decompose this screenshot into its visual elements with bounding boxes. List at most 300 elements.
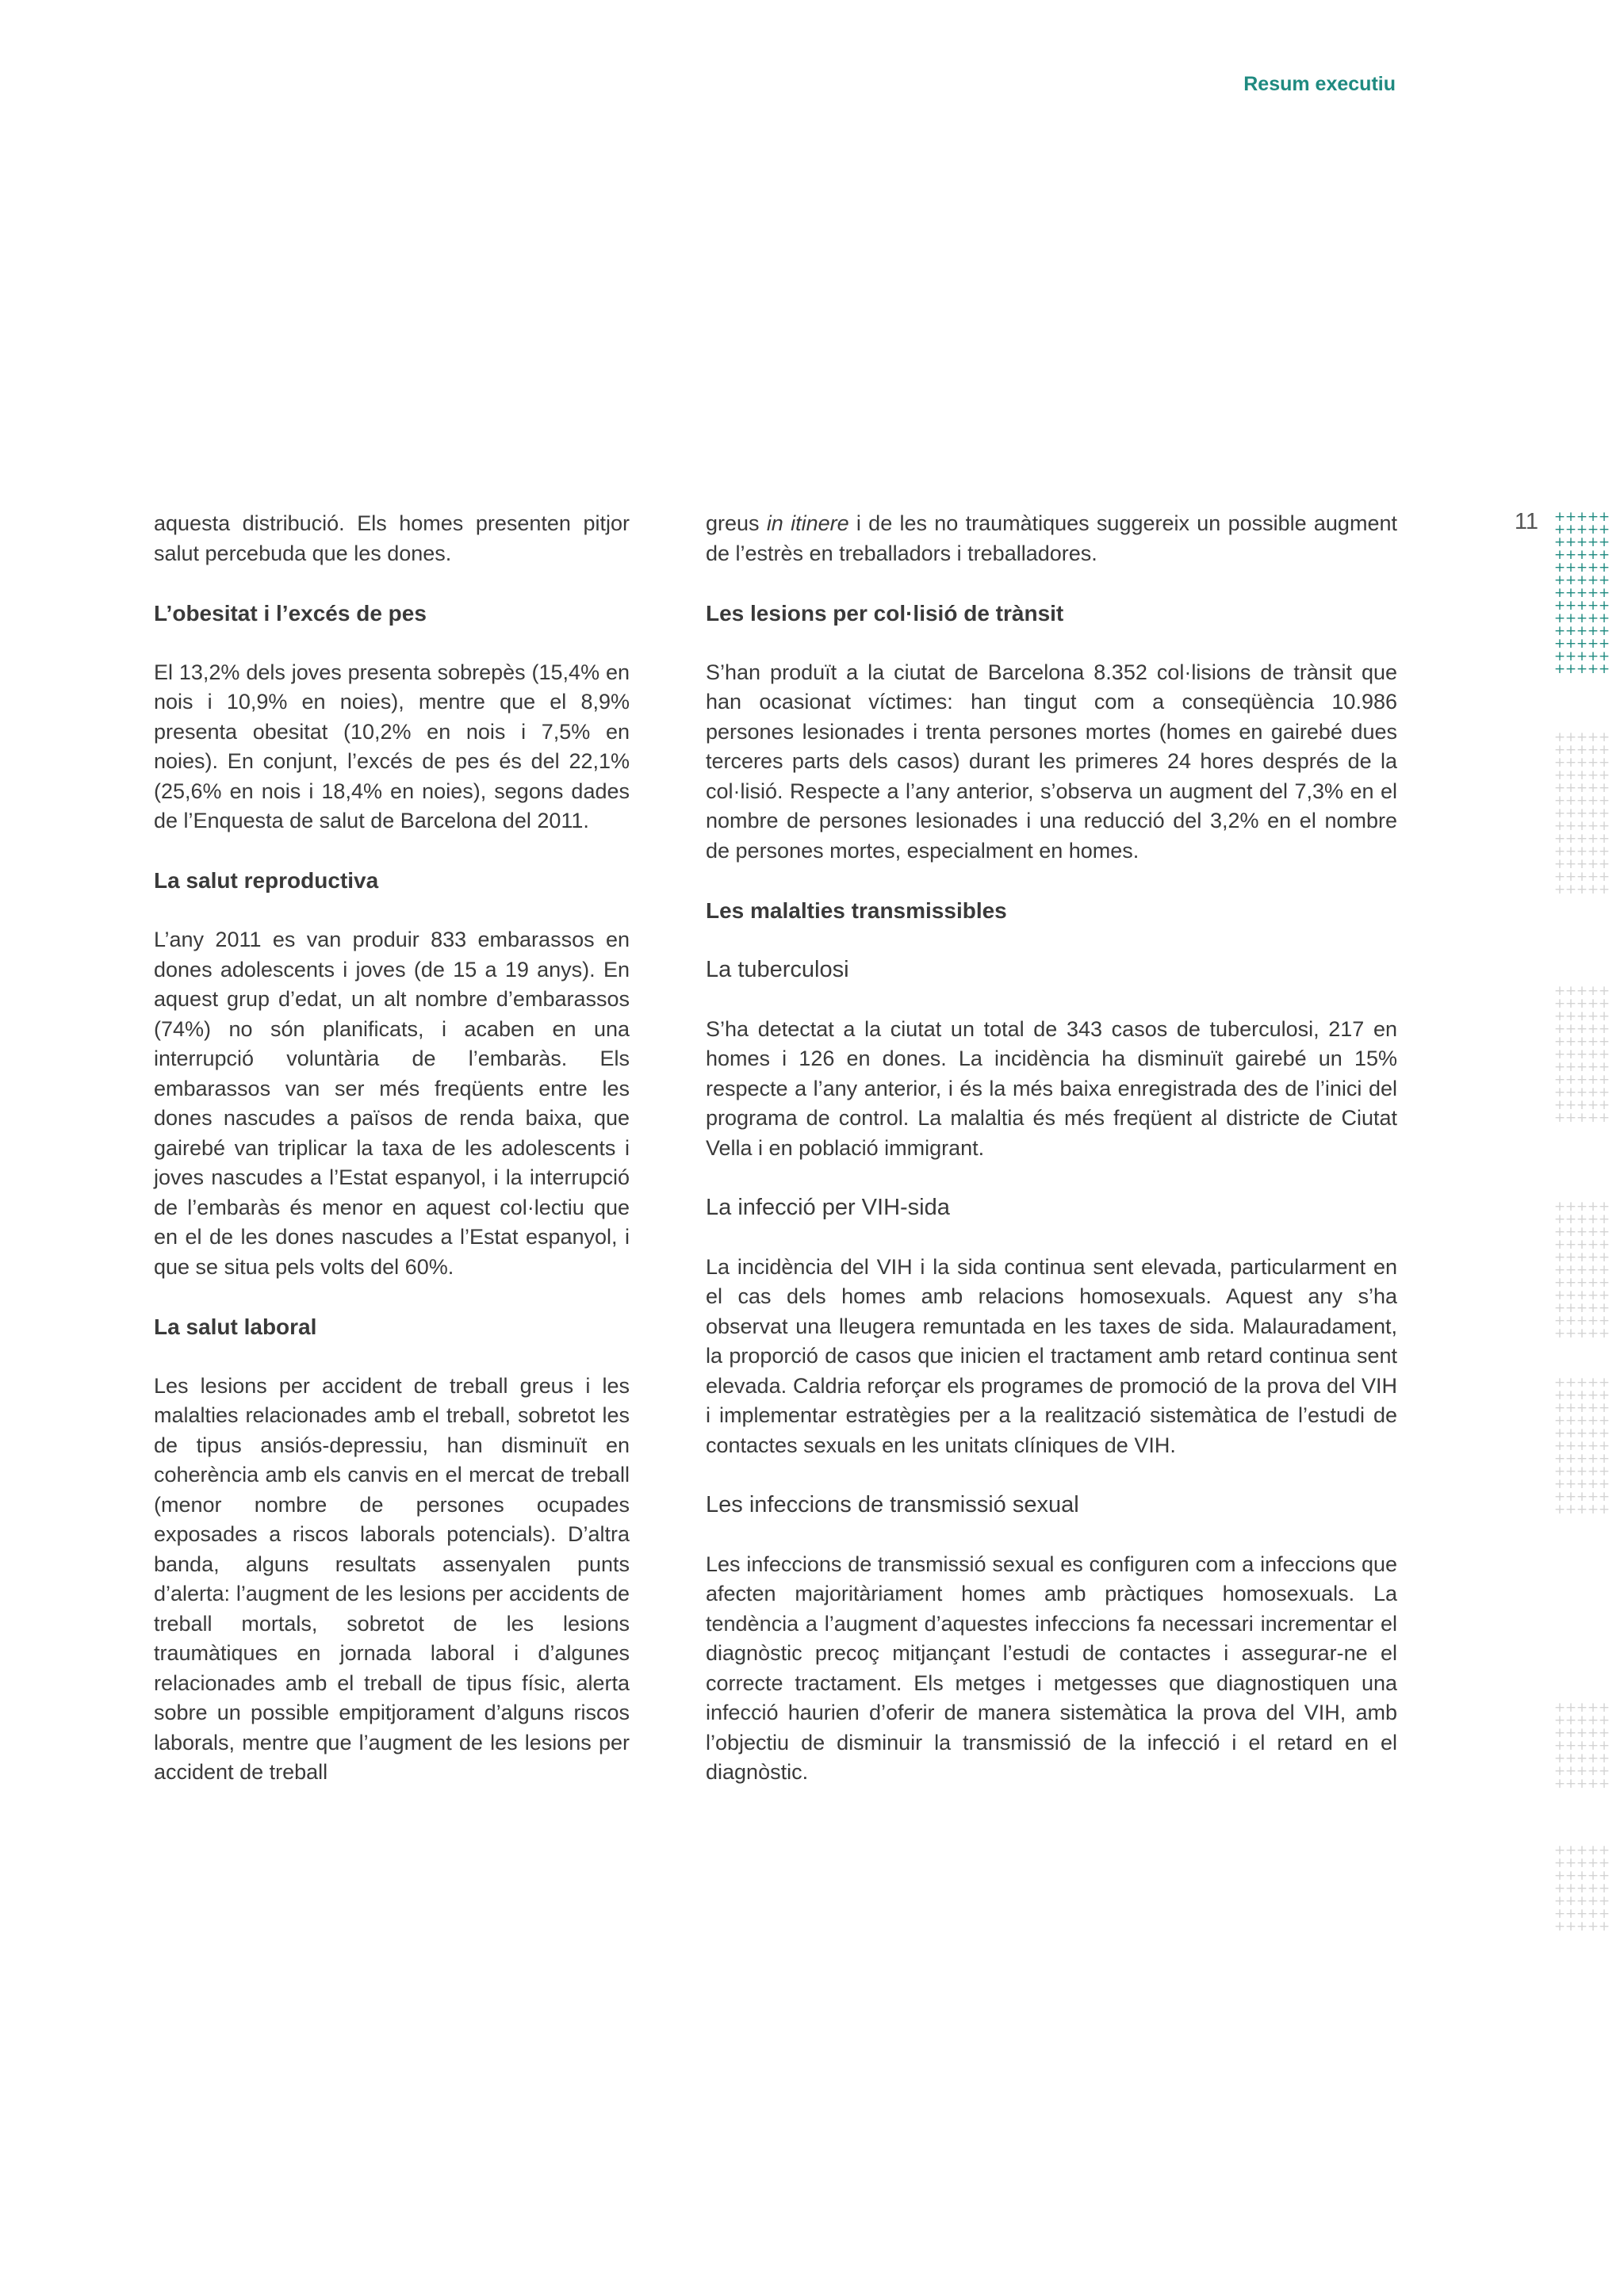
plus-mark: + — [1576, 1855, 1588, 1871]
plus-mark: + — [1587, 1047, 1599, 1062]
plus-mark: + — [1587, 1425, 1599, 1441]
plus-mark: + — [1587, 806, 1599, 821]
plus-mark: + — [1587, 1021, 1599, 1037]
plus-mark: + — [1553, 623, 1566, 639]
plus-mark: + — [1553, 856, 1566, 872]
plus-mark: + — [1598, 1110, 1611, 1126]
plus-mark: + — [1553, 1275, 1566, 1291]
plus-mark: + — [1576, 1034, 1588, 1050]
plus-mark: + — [1553, 1881, 1566, 1896]
plus-mark: + — [1598, 1072, 1611, 1088]
plus-mark: + — [1587, 1008, 1599, 1024]
plus-mark: + — [1598, 1008, 1611, 1024]
plus-grid-icon — [1554, 1200, 1610, 1340]
plus-mark: + — [1598, 1751, 1611, 1766]
plus-mark: + — [1598, 1097, 1611, 1113]
plus-mark: + — [1587, 1249, 1599, 1265]
plus-mark: + — [1598, 755, 1611, 771]
paragraph-sti: Les infeccions de transmissió sexual es configuren com a infeccions que afecten majoritàriament homes amb pràctiques homosexuals. La tendència a l’augment d’aquestes infeccions fa necessari incrementar el diagnòstic precoç mitjançant l’estudi de contactes i assegurar-ne el correcte tractament. Els metges i metgesses que diagnostiquen una infecció haurien d’oferir de manera sistemàtica la prova del VIH, amb l’objectiu de disminuir la transmissió de la infecció i el retard en el diagnòstic. — [706, 1552, 1397, 1784]
plus-mark: + — [1587, 1502, 1599, 1517]
plus-mark: + — [1565, 806, 1577, 821]
plus-mark: + — [1553, 572, 1566, 588]
plus-mark: + — [1553, 818, 1566, 834]
plus-mark: + — [1598, 1199, 1611, 1215]
plus-mark: + — [1565, 1451, 1577, 1467]
plus-mark: + — [1587, 780, 1599, 796]
plus-mark: + — [1598, 1300, 1611, 1316]
plus-mark: + — [1553, 844, 1566, 859]
plus-mark: + — [1565, 1249, 1577, 1265]
plus-mark: + — [1587, 1881, 1599, 1896]
plus-mark: + — [1598, 1464, 1611, 1479]
plus-mark: + — [1553, 1313, 1566, 1329]
plus-mark: + — [1598, 1224, 1611, 1240]
plus-mark: + — [1598, 869, 1611, 885]
plus-mark: + — [1565, 1085, 1577, 1100]
plus-mark: + — [1587, 1763, 1599, 1779]
plus-mark: + — [1587, 1855, 1599, 1871]
plus-mark: + — [1587, 1893, 1599, 1909]
plus-mark: + — [1587, 1211, 1599, 1227]
plus-mark: + — [1576, 610, 1588, 626]
plus-mark: + — [1598, 856, 1611, 872]
plus-mark: + — [1565, 623, 1577, 639]
plus-mark: + — [1587, 509, 1599, 525]
plus-mark: + — [1587, 1843, 1599, 1858]
plus-mark: + — [1598, 1763, 1611, 1779]
plus-mark: + — [1587, 1868, 1599, 1884]
plus-mark: + — [1587, 1489, 1599, 1505]
plus-mark: + — [1598, 1893, 1611, 1909]
plus-mark: + — [1587, 729, 1599, 745]
plus-mark: + — [1565, 1072, 1577, 1088]
plus-mark: + — [1576, 1700, 1588, 1716]
plus-mark: + — [1587, 1097, 1599, 1113]
plus-mark: + — [1553, 1021, 1566, 1037]
plus-grid-icon — [1554, 1844, 1610, 1933]
paragraph-labour-health: Les lesions per accident de treball greus i les malalties relacionades amb el treball, sobretot les de tipus ansiós-depressiu, han disminuït en coherència amb els canvis en el mercat de treball (menor nombre de persones ocupades exposades a riscos laborals potencials). D’altra banda, alguns resultats assenyalen punts d’alerta: l’augment de les lesions per accidents de treball mortals, sobretot de les lesions traumàtiques en jornada laboral i d’algunes relacionades amb el treball de tipus físic, alerta sobre un possible empitjorament d’alguns riscos laborals, mentre que l’augment de les lesions per accident de treball — [154, 1373, 630, 1784]
plus-mark: + — [1565, 1413, 1577, 1429]
plus-mark: + — [1598, 585, 1611, 601]
plus-mark: + — [1553, 1855, 1566, 1871]
plus-mark: + — [1553, 598, 1566, 614]
plus-mark: + — [1553, 560, 1566, 576]
heading-labour-health: La salut laboral — [154, 1314, 317, 1339]
plus-mark: + — [1553, 1326, 1566, 1341]
paragraph-reproductive-health: L’any 2011 es van produir 833 embarassos en dones adolescents i joves (de 15 a 19 anys). En aquest grup d’edat, un alt nombre d’embarassos (74%) no són planificats, i acaben en una interrupció voluntària de l’embaràs. Els embarassos van ser més freqüents entre les dones nascudes a països de renda baixa, que gairebé van triplicar la taxa de les adolescents i joves nascudes a l’Estat espanyol, i la interrupció de l’embaràs és menor en aquest col·lectiu que en el de les dones nascudes a l’Estat espanyol, i que se situa pels volts del 60%. — [154, 928, 630, 1279]
plus-mark: + — [1565, 1224, 1577, 1240]
plus-mark: + — [1553, 983, 1566, 999]
plus-mark: + — [1565, 1199, 1577, 1215]
plus-mark: + — [1587, 1199, 1599, 1215]
plus-mark: + — [1587, 1262, 1599, 1278]
plus-mark: + — [1587, 522, 1599, 538]
plus-grid-icon — [1554, 985, 1610, 1124]
plus-mark: + — [1553, 1751, 1566, 1766]
plus-mark: + — [1553, 742, 1566, 758]
plus-mark: + — [1587, 534, 1599, 550]
heading-communicable-diseases: Les malalties transmissibles — [706, 897, 1007, 923]
plus-mark: + — [1598, 742, 1611, 758]
plus-mark: + — [1565, 1237, 1577, 1253]
plus-mark: + — [1598, 1326, 1611, 1341]
plus-mark: + — [1576, 560, 1588, 576]
plus-mark: + — [1587, 1288, 1599, 1303]
paragraph-intro-left: aquesta distribució. Els homes presenten pitjor salut percebuda que les dones. — [154, 511, 630, 565]
plus-mark: + — [1576, 869, 1588, 885]
heading-sti: Les infeccions de transmissió sexual — [706, 1491, 1079, 1517]
plus-mark: + — [1587, 844, 1599, 859]
plus-mark: + — [1565, 1843, 1577, 1858]
plus-mark: + — [1553, 1375, 1566, 1391]
plus-mark: + — [1553, 996, 1566, 1012]
plus-mark: + — [1565, 1097, 1577, 1113]
page-number: 11 — [1514, 509, 1538, 534]
plus-mark: + — [1553, 1763, 1566, 1779]
plus-mark: + — [1598, 1919, 1611, 1934]
plus-mark: + — [1598, 1021, 1611, 1037]
plus-mark: + — [1565, 1464, 1577, 1479]
plus-mark: + — [1576, 1211, 1588, 1227]
plus-mark: + — [1576, 1249, 1588, 1265]
plus-mark: + — [1598, 729, 1611, 745]
plus-mark: + — [1576, 1313, 1588, 1329]
plus-mark: + — [1553, 1237, 1566, 1253]
plus-mark: + — [1565, 509, 1577, 525]
plus-mark: + — [1598, 1425, 1611, 1441]
plus-mark: + — [1576, 742, 1588, 758]
plus-mark: + — [1553, 636, 1566, 652]
plus-mark: + — [1553, 1919, 1566, 1934]
plus-mark: + — [1565, 1489, 1577, 1505]
intro-text-italic: in itinere — [766, 511, 849, 535]
plus-mark: + — [1553, 1199, 1566, 1215]
plus-mark: + — [1553, 610, 1566, 626]
plus-mark: + — [1553, 1906, 1566, 1922]
plus-mark: + — [1598, 598, 1611, 614]
plus-mark: + — [1565, 1313, 1577, 1329]
plus-mark: + — [1565, 1288, 1577, 1303]
plus-mark: + — [1598, 1738, 1611, 1754]
heading-reproductive-health: La salut reproductiva — [154, 868, 379, 893]
plus-mark: + — [1553, 1047, 1566, 1062]
plus-mark: + — [1553, 661, 1566, 677]
plus-mark: + — [1565, 610, 1577, 626]
plus-mark: + — [1598, 1476, 1611, 1492]
plus-mark: + — [1587, 1700, 1599, 1716]
plus-mark: + — [1598, 1413, 1611, 1429]
plus-mark: + — [1553, 1776, 1566, 1792]
plus-mark: + — [1553, 1249, 1566, 1265]
plus-mark: + — [1598, 649, 1611, 664]
plus-mark: + — [1553, 1843, 1566, 1858]
plus-mark: + — [1576, 649, 1588, 664]
plus-mark: + — [1598, 806, 1611, 821]
plus-mark: + — [1553, 1387, 1566, 1403]
plus-mark: + — [1598, 534, 1611, 550]
plus-mark: + — [1576, 1110, 1588, 1126]
plus-mark: + — [1553, 1451, 1566, 1467]
plus-mark: + — [1576, 831, 1588, 847]
plus-mark: + — [1587, 1300, 1599, 1316]
plus-mark: + — [1565, 818, 1577, 834]
plus-mark: + — [1587, 831, 1599, 847]
plus-mark: + — [1565, 1262, 1577, 1278]
plus-mark: + — [1576, 1502, 1588, 1517]
plus-mark: + — [1598, 1881, 1611, 1896]
plus-mark: + — [1565, 636, 1577, 652]
plus-mark: + — [1553, 1464, 1566, 1479]
plus-mark: + — [1587, 1712, 1599, 1728]
plus-mark: + — [1598, 1712, 1611, 1728]
plus-mark: + — [1598, 1776, 1611, 1792]
plus-mark: + — [1553, 755, 1566, 771]
plus-mark: + — [1587, 1906, 1599, 1922]
plus-mark: + — [1553, 1738, 1566, 1754]
plus-mark: + — [1565, 560, 1577, 576]
plus-mark: + — [1598, 882, 1611, 897]
plus-mark: + — [1576, 623, 1588, 639]
plus-mark: + — [1587, 585, 1599, 601]
plus-mark: + — [1553, 1725, 1566, 1741]
plus-mark: + — [1553, 729, 1566, 745]
plus-mark: + — [1565, 983, 1577, 999]
plus-mark: + — [1553, 780, 1566, 796]
plus-mark: + — [1598, 793, 1611, 809]
plus-mark: + — [1576, 1413, 1588, 1429]
plus-mark: + — [1598, 1502, 1611, 1517]
plus-mark: + — [1576, 572, 1588, 588]
plus-mark: + — [1553, 1400, 1566, 1416]
plus-mark: + — [1587, 560, 1599, 576]
plus-mark: + — [1587, 1413, 1599, 1429]
plus-mark: + — [1598, 1855, 1611, 1871]
intro-text-end: i de les no traumàtiques suggereix un possible augment de l’estrès en treballadors i treballadores. — [706, 511, 1397, 565]
plus-mark: + — [1587, 1375, 1599, 1391]
plus-mark: + — [1565, 1275, 1577, 1291]
plus-mark: + — [1598, 1059, 1611, 1075]
plus-mark: + — [1576, 1326, 1588, 1341]
plus-mark: + — [1576, 1021, 1588, 1037]
plus-mark: + — [1587, 1738, 1599, 1754]
plus-mark: + — [1598, 780, 1611, 796]
plus-mark: + — [1565, 1059, 1577, 1075]
plus-mark: + — [1565, 1855, 1577, 1871]
running-head: Resum executiu — [1243, 73, 1396, 95]
plus-mark: + — [1553, 547, 1566, 563]
plus-mark: + — [1587, 1751, 1599, 1766]
plus-mark: + — [1587, 1464, 1599, 1479]
plus-mark: + — [1565, 1919, 1577, 1934]
heading-traffic-injuries: Les lesions per col·lisió de trànsit — [706, 600, 1064, 626]
plus-mark: + — [1576, 1438, 1588, 1454]
plus-mark: + — [1598, 572, 1611, 588]
plus-mark: + — [1565, 1893, 1577, 1909]
plus-mark: + — [1587, 1313, 1599, 1329]
plus-mark: + — [1576, 1199, 1588, 1215]
plus-mark: + — [1576, 1919, 1588, 1934]
plus-mark: + — [1587, 882, 1599, 897]
plus-mark: + — [1553, 1489, 1566, 1505]
plus-mark: + — [1553, 1085, 1566, 1100]
plus-mark: + — [1553, 1712, 1566, 1728]
plus-mark: + — [1587, 649, 1599, 664]
plus-mark: + — [1587, 1725, 1599, 1741]
plus-mark: + — [1565, 1008, 1577, 1024]
plus-mark: + — [1576, 1763, 1588, 1779]
plus-mark: + — [1565, 661, 1577, 677]
plus-mark: + — [1598, 1262, 1611, 1278]
plus-mark: + — [1576, 522, 1588, 538]
plus-mark: + — [1576, 1072, 1588, 1088]
plus-mark: + — [1576, 755, 1588, 771]
plus-mark: + — [1553, 1008, 1566, 1024]
plus-mark: + — [1587, 818, 1599, 834]
plus-mark: + — [1576, 856, 1588, 872]
paragraph-hiv: La incidència del VIH i la sida continua sent elevada, particularment en el cas dels homes amb relacions homosexuals. Aquest any s’ha observat una lleugera remuntada en les taxes de sida. Malauradament, la proporció de casos que inicien el tractament amb retard continua sent elevada. Caldria reforçar els programes de promoció de la prova del VIH i implementar estratègies per a la realització sistemàtica de l’estudi de contactes sexuals en les unitats clíniques de VIH. — [706, 1254, 1397, 1457]
plus-mark: + — [1576, 1425, 1588, 1441]
plus-grid-icon — [1554, 1376, 1610, 1516]
plus-mark: + — [1576, 1751, 1588, 1766]
plus-mark: + — [1587, 1224, 1599, 1240]
plus-mark: + — [1565, 856, 1577, 872]
plus-mark: + — [1587, 742, 1599, 758]
plus-mark: + — [1598, 610, 1611, 626]
plus-mark: + — [1553, 1700, 1566, 1716]
plus-mark: + — [1565, 844, 1577, 859]
plus-mark: + — [1598, 1249, 1611, 1265]
plus-mark: + — [1565, 1425, 1577, 1441]
plus-mark: + — [1576, 509, 1588, 525]
plus-mark: + — [1553, 1300, 1566, 1316]
plus-mark: + — [1576, 1712, 1588, 1728]
plus-grid-icon — [1554, 731, 1610, 896]
plus-mark: + — [1565, 742, 1577, 758]
plus-mark: + — [1598, 1211, 1611, 1227]
plus-mark: + — [1587, 1034, 1599, 1050]
plus-mark: + — [1553, 793, 1566, 809]
plus-mark: + — [1553, 1097, 1566, 1113]
plus-mark: + — [1587, 755, 1599, 771]
plus-mark: + — [1565, 831, 1577, 847]
plus-mark: + — [1587, 1476, 1599, 1492]
plus-mark: + — [1576, 1275, 1588, 1291]
plus-mark: + — [1565, 1776, 1577, 1792]
plus-mark: + — [1598, 1034, 1611, 1050]
plus-mark: + — [1587, 1237, 1599, 1253]
plus-mark: + — [1553, 522, 1566, 538]
plus-mark: + — [1587, 1072, 1599, 1088]
plus-mark: + — [1565, 1700, 1577, 1716]
plus-mark: + — [1587, 1919, 1599, 1934]
plus-mark: + — [1587, 869, 1599, 885]
plus-mark: + — [1553, 1438, 1566, 1454]
plus-mark: + — [1553, 1059, 1566, 1075]
plus-mark: + — [1576, 585, 1588, 601]
plus-mark: + — [1553, 1413, 1566, 1429]
plus-mark: + — [1565, 522, 1577, 538]
plus-mark: + — [1598, 1400, 1611, 1416]
plus-mark: + — [1576, 729, 1588, 745]
plus-mark: + — [1587, 793, 1599, 809]
plus-mark: + — [1565, 1738, 1577, 1754]
plus-mark: + — [1565, 1712, 1577, 1728]
plus-mark: + — [1587, 1059, 1599, 1075]
plus-mark: + — [1576, 661, 1588, 677]
plus-mark: + — [1565, 755, 1577, 771]
plus-mark: + — [1565, 1763, 1577, 1779]
plus-mark: + — [1565, 649, 1577, 664]
plus-mark: + — [1598, 1906, 1611, 1922]
plus-mark: + — [1598, 661, 1611, 677]
plus-mark: + — [1587, 1438, 1599, 1454]
plus-mark: + — [1576, 547, 1588, 563]
plus-mark: + — [1598, 1085, 1611, 1100]
plus-mark: + — [1576, 1725, 1588, 1741]
plus-mark: + — [1553, 534, 1566, 550]
plus-mark: + — [1565, 996, 1577, 1012]
plus-mark: + — [1587, 610, 1599, 626]
plus-mark: + — [1576, 806, 1588, 821]
plus-mark: + — [1576, 1868, 1588, 1884]
plus-mark: + — [1565, 1034, 1577, 1050]
plus-mark: + — [1576, 1893, 1588, 1909]
plus-mark: + — [1565, 547, 1577, 563]
plus-mark: + — [1587, 572, 1599, 588]
plus-mark: + — [1553, 1425, 1566, 1441]
plus-mark: + — [1587, 598, 1599, 614]
plus-mark: + — [1587, 1400, 1599, 1416]
plus-mark: + — [1553, 1224, 1566, 1240]
plus-mark: + — [1553, 1288, 1566, 1303]
plus-mark: + — [1565, 793, 1577, 809]
plus-mark: + — [1565, 1387, 1577, 1403]
plus-mark: + — [1565, 1211, 1577, 1227]
plus-mark: + — [1565, 585, 1577, 601]
plus-mark: + — [1587, 623, 1599, 639]
plus-mark: + — [1565, 1868, 1577, 1884]
plus-mark: + — [1587, 1776, 1599, 1792]
plus-mark: + — [1553, 585, 1566, 601]
plus-mark: + — [1598, 767, 1611, 783]
plus-mark: + — [1576, 1906, 1588, 1922]
plus-mark: + — [1565, 869, 1577, 885]
plus-mark: + — [1587, 1110, 1599, 1126]
left-column — [154, 509, 630, 1788]
plus-mark: + — [1565, 1300, 1577, 1316]
plus-mark: + — [1576, 1224, 1588, 1240]
heading-tuberculosis: La tuberculosi — [706, 956, 849, 982]
plus-mark: + — [1565, 780, 1577, 796]
plus-mark: + — [1598, 983, 1611, 999]
plus-mark: + — [1598, 1438, 1611, 1454]
plus-mark: + — [1565, 1326, 1577, 1341]
plus-mark: + — [1587, 1387, 1599, 1403]
plus-mark: + — [1598, 1237, 1611, 1253]
plus-mark: + — [1598, 560, 1611, 576]
plus-mark: + — [1587, 983, 1599, 999]
plus-mark: + — [1576, 1843, 1588, 1858]
plus-mark: + — [1576, 636, 1588, 652]
plus-mark: + — [1576, 1085, 1588, 1100]
plus-mark: + — [1598, 1275, 1611, 1291]
plus-mark: + — [1565, 572, 1577, 588]
plus-mark: + — [1565, 1400, 1577, 1416]
plus-mark: + — [1565, 1021, 1577, 1037]
plus-mark: + — [1553, 1868, 1566, 1884]
plus-mark: + — [1587, 996, 1599, 1012]
plus-mark: + — [1598, 1047, 1611, 1062]
